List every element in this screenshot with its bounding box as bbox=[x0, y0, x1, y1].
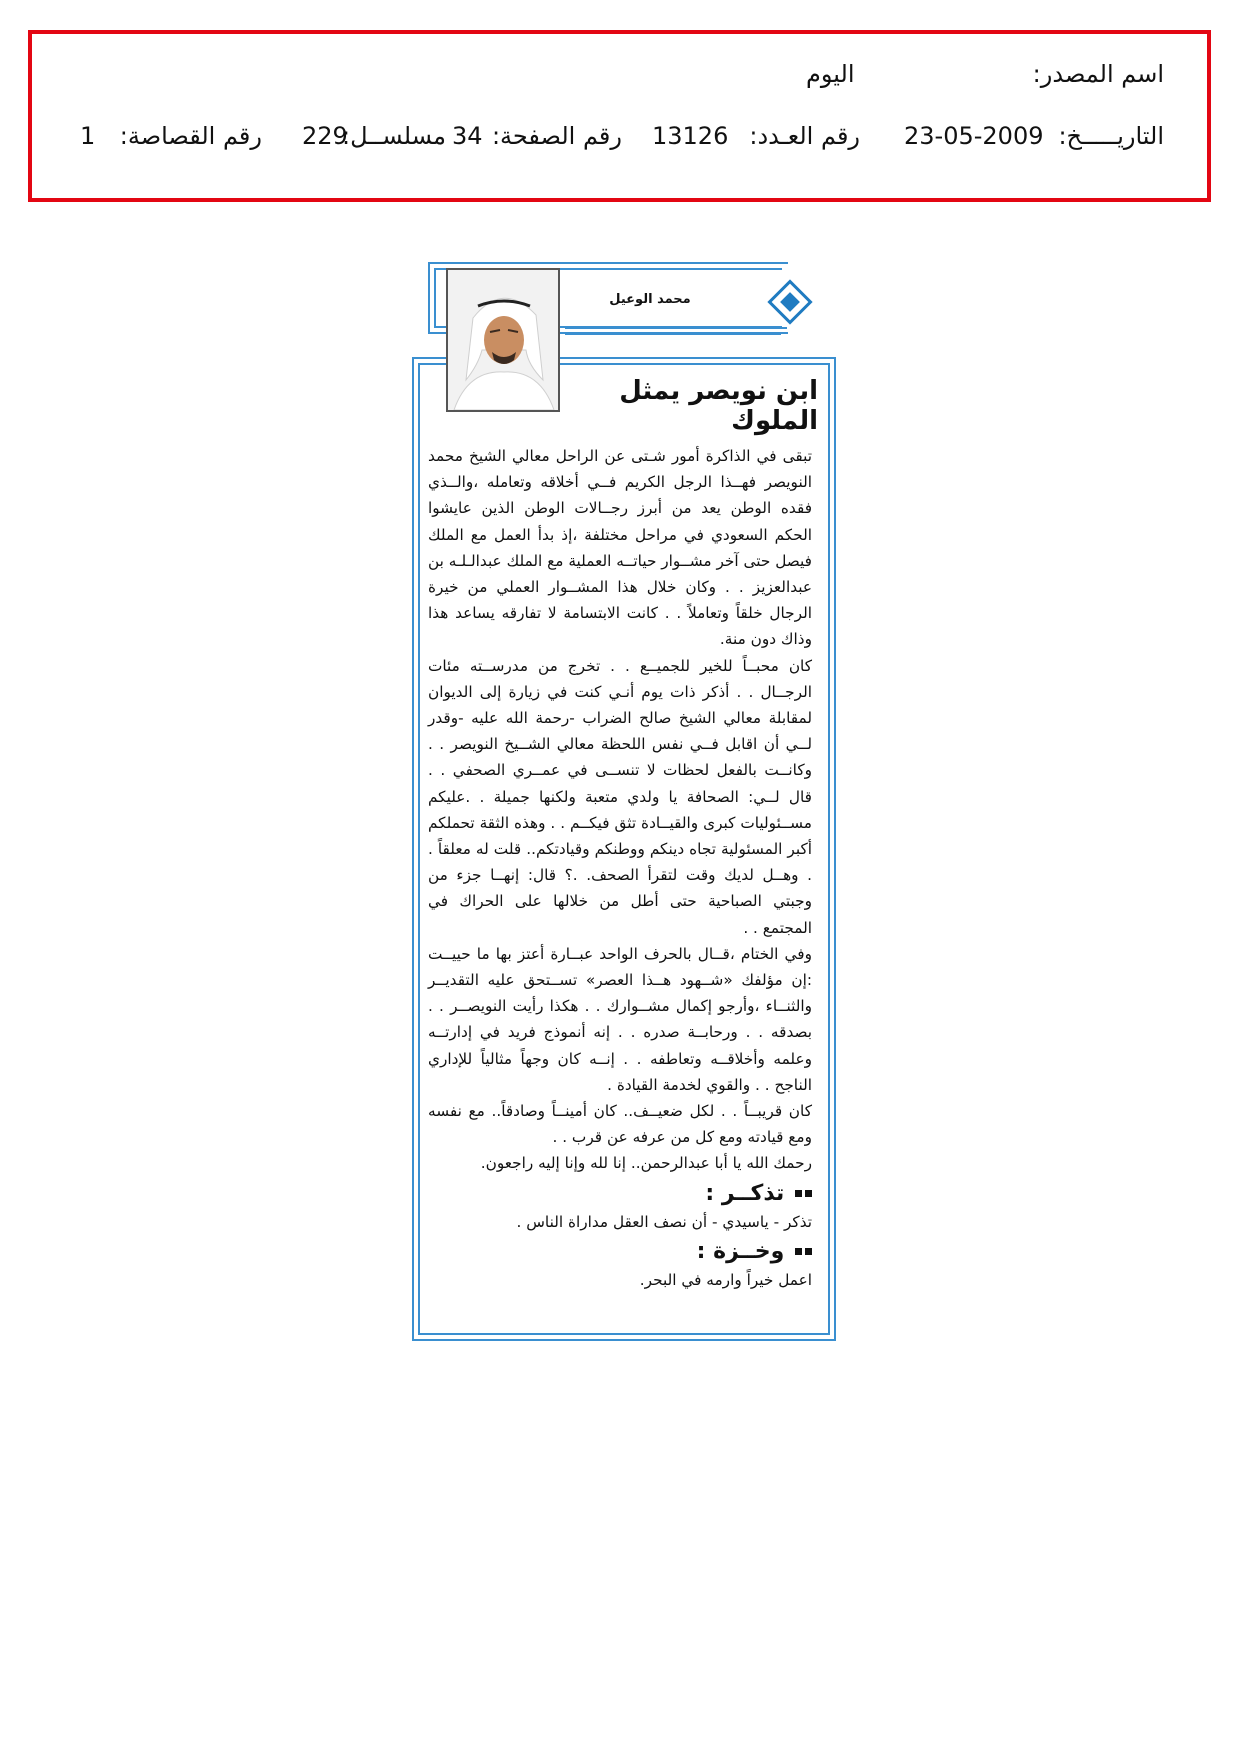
clip-label: رقم القصاصة: bbox=[119, 122, 262, 150]
article-paragraph: رحمك الله يا أبا عبدالرحمن.. إنا لله وإنا إليه راجعون. bbox=[480, 1154, 812, 1173]
issue-label: رقم العـدد: bbox=[749, 122, 860, 150]
article-paragraph: كان محبــاً للخير للجميــع . . تخرج من مدرســته مئات الرجــال . . أذكر ذات يوم أنـي كنت في زيارة إلى الديوان لمقابلة معالي الشيخ صالح الضراب -رحمة الله عليه -وقدر لــي أن اقابل فــي نفس اللحظة معالي الشــيخ النويصر . . وكانــت بالفعل لحظات لا تنســى في عمــري الصحفي . . قال لــي: الصحافة يا ولدي متعبة ولكنها جميلة . .عليكم مســئوليات كبرى والقيــادة تثق فيكــم . . وهذه الثقة تحملكم أكبر المسئولية تجاه دينكم ووطنكم وقيادتكم.. قلت له معلقاً . . وهــل لديك وقت لتقرأ الصحف. .؟ قال: إنهــا جزء من وجبتي الصباحية حتى أطل من خلالها على الحراك في المجتمع . . bbox=[428, 656, 812, 937]
page-value: 34 bbox=[452, 122, 483, 150]
date-value: 23-05-2009 bbox=[904, 122, 1044, 150]
remember-heading bbox=[428, 1179, 812, 1209]
frame-line bbox=[565, 327, 787, 329]
square-bullet-icon bbox=[805, 1190, 812, 1197]
square-bullet-icon bbox=[805, 1248, 812, 1255]
serial-label: مسلســل: bbox=[342, 122, 446, 150]
source-label: اسم المصدر: bbox=[1032, 60, 1164, 88]
author-portrait-icon bbox=[448, 270, 558, 410]
remember-text: تذكر - ياسيدي - أن نصف العقل مداراة الناس . bbox=[516, 1212, 812, 1231]
clip-value: 1 bbox=[80, 122, 96, 150]
frame-line bbox=[565, 333, 781, 335]
source-value: اليوم bbox=[806, 60, 855, 88]
article-paragraph: كان قريبــاً . . لكل ضعيــف.. كان أمينــاً وصادقاً.. مع نفسه ومع قيادته ومع كل من عرفه عن قرب . . bbox=[428, 1102, 812, 1147]
square-bullet-icon bbox=[795, 1190, 802, 1197]
author-photo bbox=[446, 268, 560, 412]
serial-value: 229 bbox=[302, 122, 348, 150]
remember-title: تذكــر : bbox=[705, 1180, 785, 1206]
poke-heading bbox=[428, 1237, 812, 1267]
article-paragraph: وفي الختام ،قــال بالحرف الواحد عبــارة أعتز بها ما حييــت :إن مؤلفك «شــهود هــذا العصر» تســتحق عليه التقديــر والثنــاء ،وأرجو إكمال مشــوارك . . هكذا رأيت النويصــر . . بصدقه . . ورحابــة صدره . . إنه أنموذج فريد في إدارتــه وعلمه وأخلاقــه وتعاطفه . . إنــه كان وجهاً مثالياً للإداري الناجح . . والقوي لخدمة القيادة . bbox=[428, 944, 812, 1094]
poke-text: اعمل خيراً وارمه في البحر. bbox=[639, 1270, 812, 1289]
square-bullet-icon bbox=[795, 1248, 802, 1255]
date-label: التاريـــــخ: bbox=[1058, 122, 1164, 150]
article-headline: ابن نويصر يمثل الملوك bbox=[619, 376, 818, 436]
source-info-box bbox=[28, 30, 1211, 202]
poke-title: وخــزة : bbox=[696, 1238, 785, 1264]
article-paragraph: تبقى في الذاكرة أمور شـتى عن الراحل معالي الشيخ محمد النويصر فهــذا الرجل الكريم فــي أخلاقه وتعامله ،والــذي فقده الوطن يعد من أبرز رجــالات الوطن الذين عايشوا الحكم السعودي في مراحل مختلفة ،إذ بدأ العمل مع الملك فيصل حتى آخر مشــوار حياتــه العملية مع الملك عبدالـلـه بن عبدالعزيز . . وكان خلال هذا المشــوار العملي من خيرة الرجال خلقاً وتعاملاً . . كانت الابتسامة لا تفارقه يساعد هذا وذاك دون منة. bbox=[428, 447, 812, 649]
author-name: محمد الوعيل bbox=[609, 292, 691, 307]
issue-value: 13126 bbox=[652, 122, 729, 150]
page-label: رقم الصفحة: bbox=[491, 122, 622, 150]
article-body bbox=[428, 443, 812, 1293]
